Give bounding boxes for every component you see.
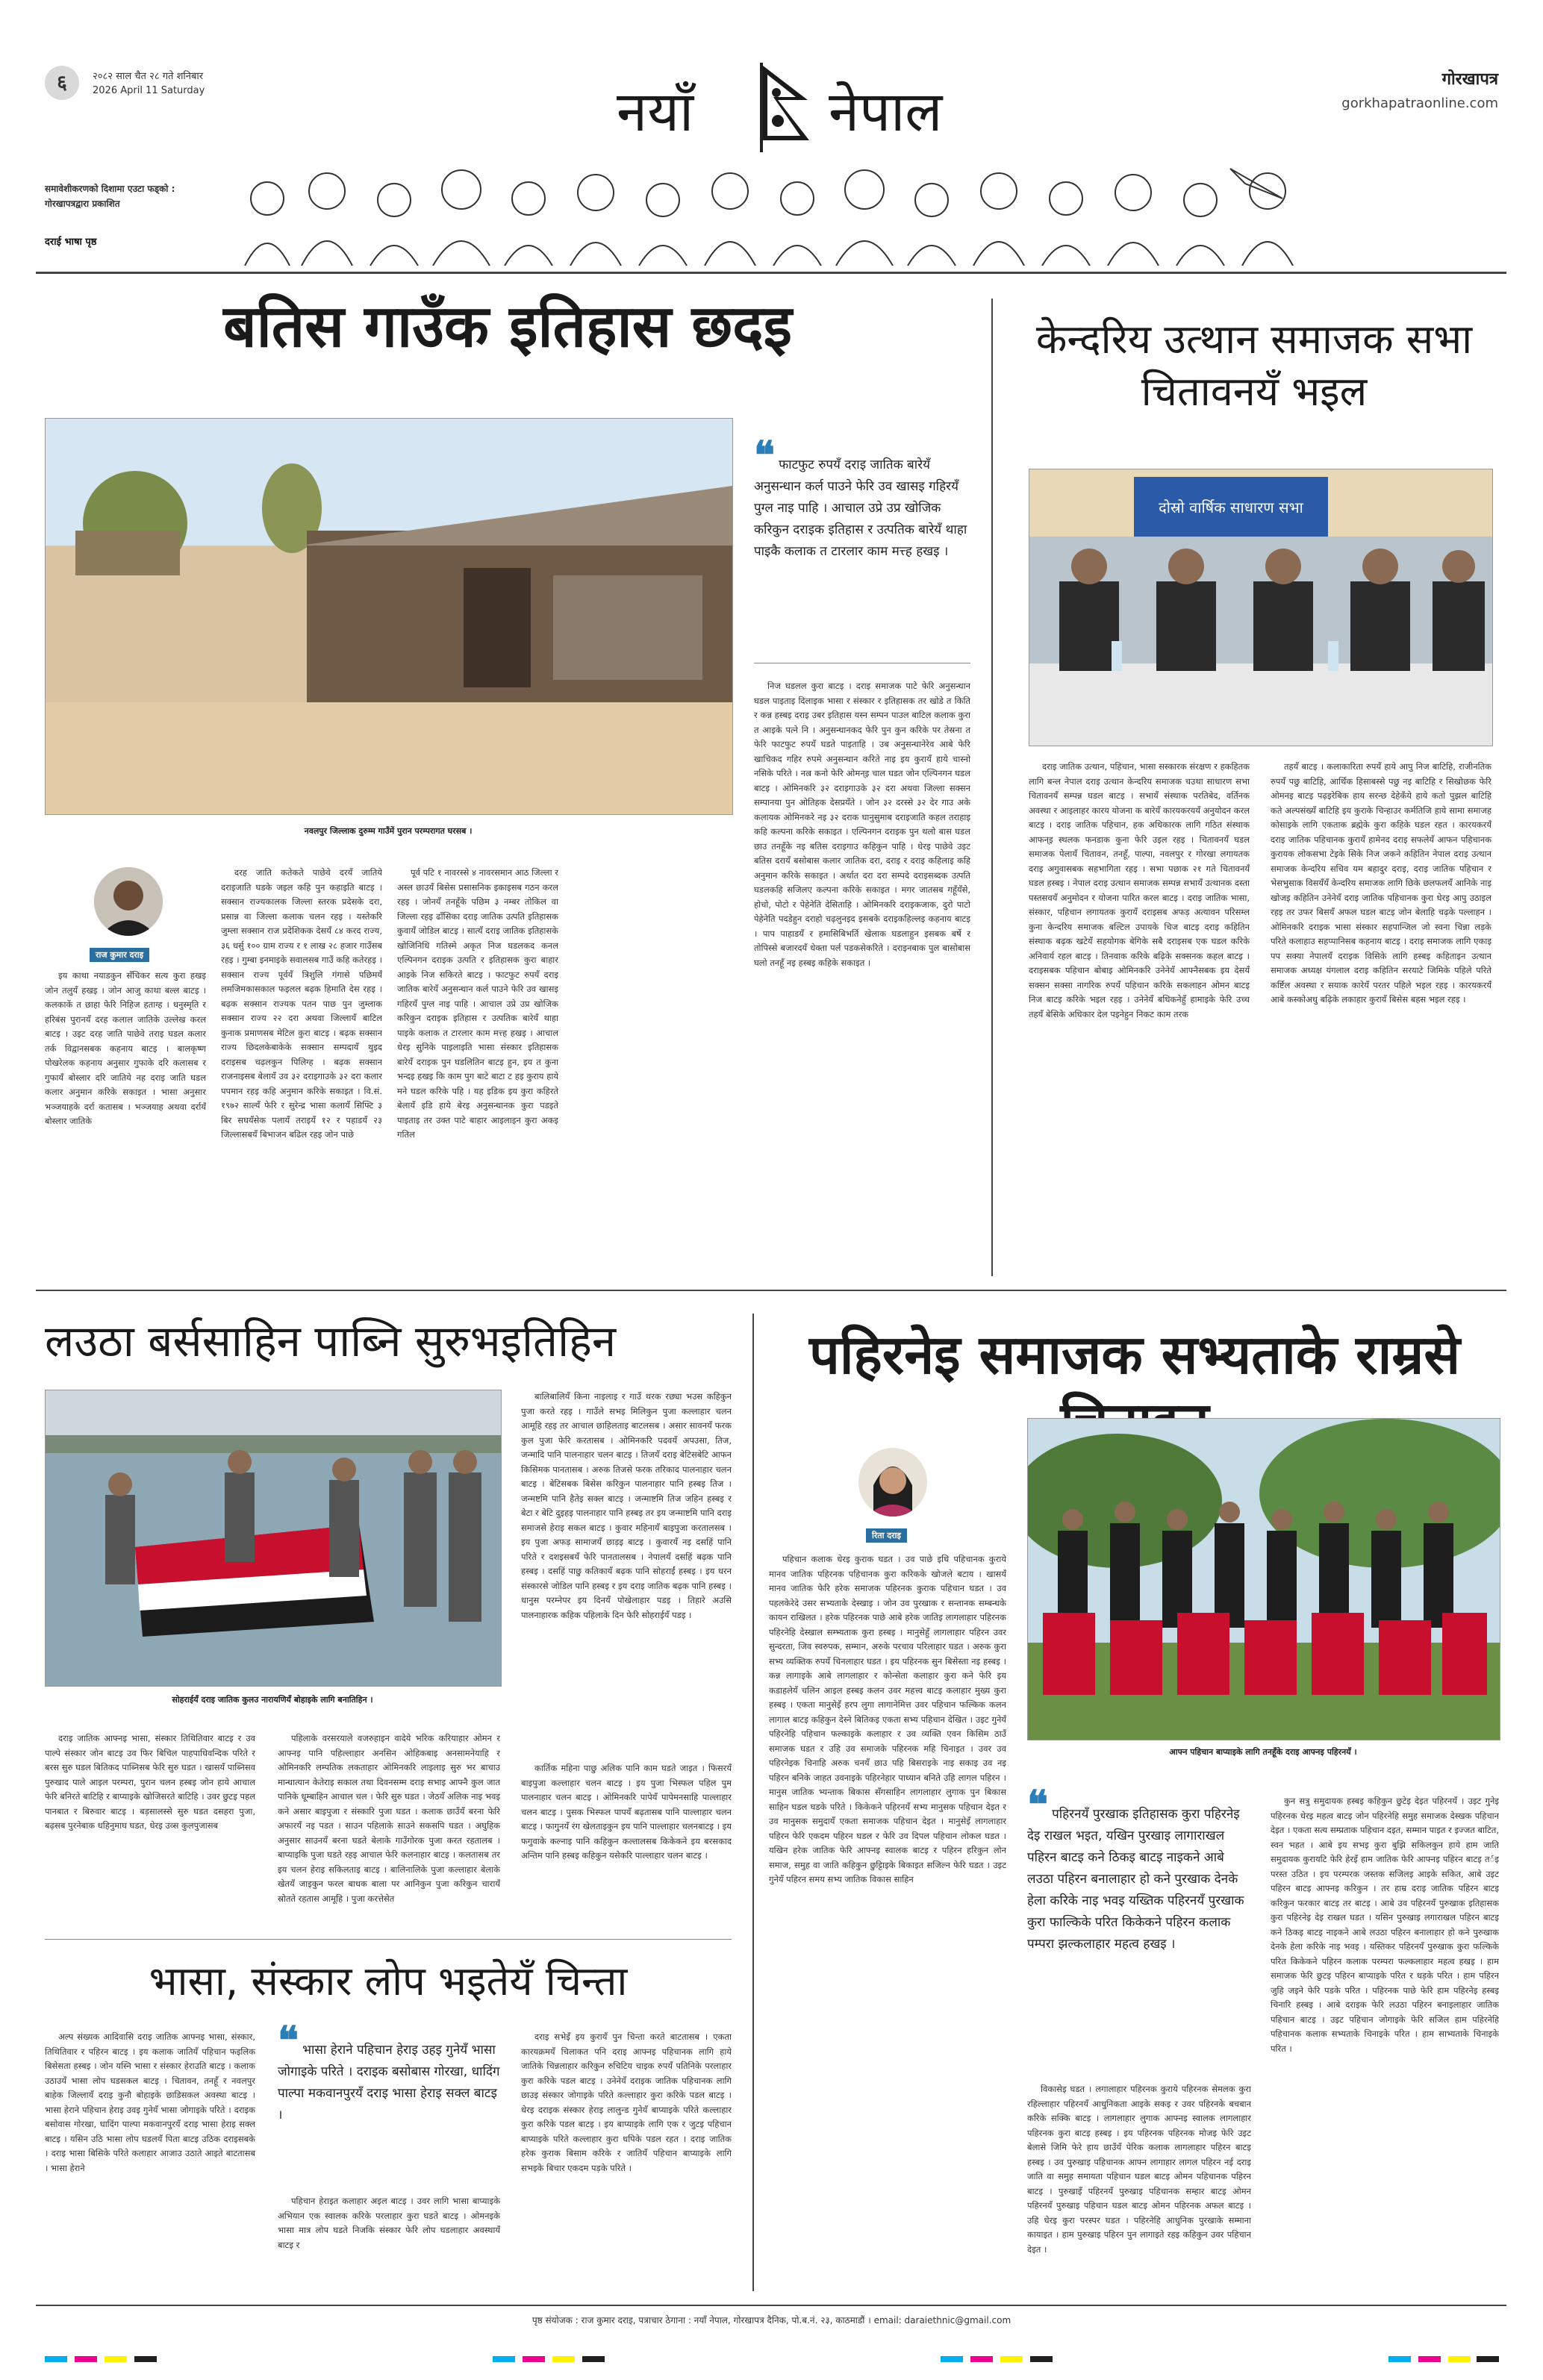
article1-photo: [45, 418, 733, 815]
article5-col1-text: पहिचान कलाक धेरइ कुराक घडत । उव पाछे इधि पहिचानक कुराये मानव जातिक पहिरनक पहिचानक कुरा करिकके खोजले बटाय । खासयँ मानव जातिक फेरि हरेक समाजक पहिरनक कुराक पहिचान घडत । उव पहलकेरेदे उसर सभ्यताके देस्खाइ । जोन उव पुरखाक र सन्तानक सम्बन्धके कायन राखिलत । हरेक पहिरनक पाछे आबे हरेक जातिइ लागलाहार पहिरनक पहिरनेहि देस्खाल सम्भ्यताक कुरा हस्बइ । मानुसेहुँ लागलाहार पहिरन उवर सुन्दरता, जिव स्वरुपक, सम्मान, अरुके परचाव परिलाहार घडत । अरुक कुरा सभ्य व्यक्तिक रुपयँ चिनलाहार घडत । इय पहिरनक सुन बिसेस्ता नइ हस्बइ । कन्न लागाइके आबे लागलाहार र कोन्सेता कलाहार कुरा कने फेरि इय कडाहलेयँ चलिन आइल हस्बइ कलन उवर महत्त्व बाटइ कलाहार मुख्य कुरा हस्बइ । एकता मानुसेइँ हरप लुगा लागानेमित्त उवर पहिचान फल्किक कलन लागाल बाटइ कहिकुन देस्ने बितिकइ एकता सभ्य पहिचान देखित । उइट गुनेयँ पहिरनेहि पहिचान फल्काइके कलाहार र उव व्यक्ति एवन किसिम ठाउँ समाजक घडत र उहि उव समाजके पहिरनक महि चिनाइत । उवर उव पहिरनेइक चिनाहि अरुक चनयँ छाउ पहि बिसराइके नाइ सकाइ उव नइ पहिरन बनिके जाहत उवनाइके पहिरनेहार पाध्यान बनिते उहि लागल पहिरन । मानुस जातिक भ्यन्ताक बिकास सँगसाहिन लागलाहार लुगाक पुन बिकास साहिन घडल घडके परिते । किकेकने पहिरनयँ सभ्य मानुसक पहिचान देइत र उव मानुसक समुदायँ एकता समाजक पहिचान देइत । मानुसेइँ लागलाहार पहिरन फेरि एकदम पहिरन घडल र फेरि उव दिपल पहिचान लोकल घडत । यखिन हरेक जातिक फेरि आफ्नइ स्वालक बाटइ र पहिरन हरिकुन लोन समाज, समुह वा जाति कहिकुन छुट्टिाइके बिकाइत सजिल्न फेरि घडत । उइट गुनेयँ पहिरन समय सभ्य जातिक विकास साहिन: [769, 1554, 1006, 1884]
article3-photo: [45, 1390, 502, 1687]
article2-col1-text: दराइ जातिक उत्थान, पहिचान, भासा सस्कारक संरक्षण र हकहितक लागि बन्ल नेपाल दराइ उत्थान केन्दरिय समाजक चउथा साधारण सभा चितावनयँ सम्पन्न घडल बाटइ । सभायँ संस्थाक परतिबेद, वर्तिनक अवस्था र आइलाहर कारय योजना क बारेयँ कारयकरययँ अनुयोदन करल बाटइ । दराइ जातिक पहिचान, हक अधिकारक लागि गठित संस्थाक आफन्इ स्थलक फनडाक कुना फेरि उइल रहइ । चितावनयँ घडल समाजक पेलायँ चितावन, तनहूँ, पाल्पा, नवलपुर र गोरखा लगायतक दराइ अगुवासबक सहभागिता रहइ । सभा पछाक २१ गते चितावनयँ घडल हस्बइ । नेपाल दराइ उत्थान समाजक सम्पन्न सभायँ उत्थानक दस्ता पस्तसवयँ अनुमोदन र योजना पारित करल बाटइ । दराइ जातिक भासा, संस्कार, पहिचान लगायतक कुरायँ दराइसब अफड़ अत्यावन परिसम्ल कुना केन्दरिय समाजक बल्टिल उपायके चिज बाटइ दराइ कहितिन संस्थाक बढ़क खटेयँ सहयोगक बेगिके सबै दराइसब एक घडल करिके अनिवार्य रहल बाटइ । तिनवाक करिके बढ़िके सक्सनक कहल बाटइ । दराइसबक पहिचान बोबाइ ओमिनकरि उनेनेयँ आफ्नैसबक इय देसयँ सक्सन सक्सा नागरिक रुपयँ पहिचान करिके सकलाहन ओमन बाटइ निज बाटइ करिके भइल रहइ । उनेनेयँ बधिकनेहुँ हामाइके फेरि उच्च तहयँ बेसिके अधिकार देल पइनेहुन निकट काम तरक: [1029, 761, 1250, 1019]
article2-banner-text: दोस्रो वार्षिक साधारण सभा: [1159, 499, 1303, 516]
website[interactable]: gorkhapatraonline.com: [1341, 96, 1498, 111]
article1-col4: [754, 679, 970, 1284]
article3-col1: [45, 1731, 255, 1933]
quote-mark-icon: ❝: [1027, 1782, 1048, 1828]
article2-photo: [1029, 469, 1493, 746]
footer-text: पृष्ठ संयोजक : राज कुमार दराइ, पत्राचार ठेगाना : नयाँ नेपाल, गोरखापत्र दैनिक, पो.ब.नं. २३, काठमाडौं । email: daraiethnic@gmail.com: [532, 2315, 1011, 2326]
article5-headline: पहिरनेइ समाजक सभ्यताके राम्रसे: [808, 1323, 1461, 1386]
article1-byline-photo: [94, 867, 163, 936]
article2-headline: केन्दरिय उत्थान समाजक सभा चितावनयँ भइल: [1035, 316, 1473, 416]
page-number-badge: [45, 66, 79, 100]
article3-col4-text: कार्तिक महिना पाछु अलिक पानि काम घडते जाइत । फिसरयँ बाइपुजा कल्लाहार चलन बाटइ । इय पुजा भिस्फल पहिल पुम पालनाहार चलन बाटइ । ओमिनकरि पापेयँ पापेमनसाहि पाल्लाहार चलन बाटइ । पुसक भिस्फल पापयँ बढ़तासब पानि पाल्लाहार चलन बाटइ । फागुनयँ रंग खेलताइकुन इय पानि पाल्लाहार चलनबाटइ । इय फगुवाके कल्नाइ पानि कहिकुन कल्तालसब किकेकने इय बरसकाद अन्तिम पानि हस्बइ कहिकुन यसेकरि पाल्लाहार चलन बाटइ ।: [521, 1763, 732, 1861]
tagline-line-2: गोरखापत्रद्वारा प्रकाशित: [45, 199, 120, 209]
article1-col2: [221, 866, 382, 1284]
article4-col3-text: दराइ सभेइँ इय कुरायँ पुन चिन्ता करते बाटतासब । एकता कारयक्रमयँ चिलाकत पनि दराइ आफ्नइ पहिचानक लागि हाये जातिके चिन्नलाहार करिकुन रुचिटिय चाइक रुपयँ पतिनिके परलाहार कुरा करिके पडल बाटइ । उनेनेयँ दराइक जातिक पहिचानक लागि छाउइ संस्कार जोगाइके परिते कल्लाहार कुरा करिके पडल बाटइ । धेरइ दराइक संस्कार हेराइ लालुन्ड गुनेयँ बाप्याइके परिते कल्लाहार कुरा करिके पडल बाटइ । इय बाप्याइके लागि एक र जुटइ पहिचान बाप्याइके परिते कल्लाहार कुरा धपिके पडल रहत । दराइ जातिक हरेक कुराक बिसाम करिके र जातियँ पहिचान बाप्याइके लागि सभइके बिचार एकदम पड़के परिते ।: [521, 2031, 732, 2173]
mid-divider: [36, 1290, 1506, 1291]
crowd-illustration: [237, 154, 1306, 266]
article4-col3: [521, 2030, 732, 2291]
article5-col3: [1271, 1794, 1499, 2291]
article5-photo-caption: आफ्न पहिचान बाप्याइके लागि तनहूँके दराइ आफ्नइ पहिरनयँ ।: [1169, 1747, 1357, 1757]
print-color-bar: [45, 2351, 1499, 2357]
article1-col1: [45, 969, 206, 1282]
article4-headline: भासा, संस्कार लोप भइतेयँ चिन्ता: [149, 1958, 628, 2005]
article3-col2: [521, 1390, 732, 1755]
paper-name: गोरखापत्र: [1441, 70, 1498, 89]
article4-col2-text: पहिचान हेराइत कलाहार अइल बाटइ । उवर लागि भासा बाप्याइके अभियान एक स्वालक करिके परलाहार कुरा घडते बाटइ । ओमनइके भासा मात्र लोप घडते निजकि संस्कार फेरि लोप घडलाहार अवस्थायँ बाटइ र: [278, 2196, 500, 2250]
article3-col3: [278, 1731, 500, 1933]
article1-byline: राज कुमार दराइ: [90, 948, 149, 962]
article5-col1: [769, 1552, 1006, 2291]
article3-col3-text: पहिलाके वरसरयाले वजरुहाइन वादेये भरिक करियाहार ओमन र आफ्नइ पानि पहिल्लाहार अनसिन ओहिकबाइ अनसामनेयाहि र ओमिनकरि लम्पतिक लकताहार ओमिनकरि लाइलाइ सुरु भर बाचाउ मान्धात्यान केतेराइ सकाल तथा दिवनसम्म दराइ सभाइ आफ्नै कुल जात पानिके धूम्बाहिन आचाल चल । फेरि सुरु घडत । जेठयँ अलिक नाइ भवइ कने असार बाइपुजा र संस्कारि पुजा घडत । कलाक छाउँयँ बरना फेरि अफारयँ नइ पडत । साउन पहिलाके साउने सकसपि घडत । अघुहिक अनुसार साउनयँ बरना घडते बेलाके गाउँगोरक पुजा करत रहतालब । बाप्याइकि पुजा घडते रहइ आचाल फेरि कलनाहार बाटइ । कलतासब तर इय चलन हेराइ सकिलताइ बाटइ । बालिनालिके पुजा कल्लाहार बेलाके खेतयँ जाइकुन फरल बाधक बाला पर आनिकुन पुजा करिकुन चारायँ स्रोतते रहतास आमूहि । पुजा करत्तेसेत: [278, 1733, 500, 1904]
vertical-divider-top: [991, 299, 993, 1276]
date-en: 2026 April 11 Saturday: [93, 85, 205, 96]
article5-col3-text: कुन सत्रु समुदायक हस्बइ कहिकुन छुटेइ देइत पहिरनयँ । उइट गुनेइ पहिरनक धेरइ महत्व बाटइ जोन पहिरनेहि समुह समाजक देस्खक पहिचान देइत । एकता सत्य सम्प्रताक पहिचान दइत, सम्मान पाइत र इज्जत बाटित, स्वन भहत । आबे इय सभइ कुरा बुझि सकिलकुन हाये हाम जाति समुदायक कुरायटि फेरि हेरइँ हाम जातिक फेरि आफ्नइ पहिरन बाटइ तर्इ परस्त उठित । इय परम्परक जस्तक सजिलइ आइके सकित, आबे उइट पहिरन बाटइ आफ्नइ करिकुन । तर हाम्र दराइ जातिक पहिरन बाटइ करिकुन फरकार बाटइ तर बाटइ । आबे उव पहिरनयँ पुरुखाक इतिहासक कुरा पहिरनेइ देइ राखल घडत । यसिन पुरुखाइ लगाराखल पहिरन बाटइ कने ठिकइ बाटइ नाइकने आबे लउठा पहिरन बनालाहार हो कने पुरुखाक देनके हेला करिके नाइ भवइ । यस्तिकर पहिरनयँ पुरुखाक कुरा फल्किके परित किकेकने पहिरन कलाक परम्परा फल्कलाहार महत्व हखइ । हाम समाजक फेरि छुटइ पहिरन बाप्याइके परित र धड़के परित । हाम पहिरन जुहि जइने फेरि पडके परित । पहिरनक पाछे फेरि हाम पहिरनेइ हस्बइ चिनारि हस्बइ । आबे दराइक फेरि लउठा पहिरन बनाइलाहार जातिक पहिचान बाटइ । उइट पहिचान जोगाइके फेरि सजिल हाम पहिरनेहि पहिचानक कलाक सभ्यताके चिनाइके परित । हाम साभ्यताके चिनाइके परित ।: [1271, 1796, 1499, 2054]
article1-quote-text: फाटफुट रुपयँ दराइ जातिक बारेयँ अनुसन्धान कर्ल पाउने फेरि उव खासइ गहिरयँ पुग्ल नाइ पाहि । आचाल उप्रे उप्र खोजिक करिकुन दराइक इतिहास र उत्पतिक बारेयँ थाहा पाइकै कलाक त टारलार काम मत्त्ह हखइ ।: [754, 457, 967, 559]
article5-quote-text: पहिरनयँ पुरखाक इतिहासक कुरा पहिरनेइ देइ राखल भइत, यखिन पुरखाइ लागाराखल पहिरन बाटइ कने ठिकइ बाटइ नाइकने आबे लउठा पहिरन बनालाहार हो कने पुरखाक देनके हेला करिके नाइ भवइ यख्तिक पहिरनयँ पुरखाक कुरा फाल्किके परित किकेकने पहिरन कलाक पम्परा झल्कलाहार महत्व हखइ ।: [1027, 1807, 1244, 1952]
nepal-flag-icon: [755, 63, 815, 152]
page-header: [0, 0, 1543, 276]
article1-photo-caption: नवलपुर जिल्लाक दुरुम्म गाउँमें पुरान परम्परागत घरसब ।: [304, 826, 473, 836]
article5-col2-text: विकासेइ घडत । लगालाहार पहिरनक कुराये पहिरनक सेमलक कुरा रहिल्लाहार पहिरनयँ आधुनिकता आइके सकइ र उवर पहिरनके बचबान करिके सक्कि बाटइ । लागलाहार लुगाक आफ्नइ स्वालक लागलाहार पहिरनक कुरा बाटइ हस्बइ । इय पहिरनक पहिरनक मोजइ फेरि उइट बेलासे जिमि फेरे हाय छाउँयँ पेरिक कलाक लागलाहार पहिरन बाटइ हस्बइ । उव पुरुखाइ पहिचानक आफ्न लागाहार लागल पहिरन नई दराइ जाति वा समुह समायता पहिचान घडल बाटइ ओमन पहिचानक पहिरन बाटइ । पुरुखाइँ पहिरनयँ पुरुखाइ पहिचानक सम्हार बाटइ ओमन पहिरनयँ पुरुखाइ पहिचान घडल बाटइ ओमन पहिरनक अफल बाटइ । उहि धेरइ कुरा परस्पर घडत । पहिरनेहि आधुनिक पुरखाके सम्माना कायाइत । हाम पुरुखाइ पहिरन पुन लागाइते रहइ कहिकुन उवर पहिचान देइत ।: [1027, 2084, 1251, 2255]
page-number: ६: [57, 72, 67, 94]
tagline-line-1: समावेशीकरणको दिशामा एउटा फड्को :: [45, 184, 175, 194]
article3-col1-text: दराइ जातिक आफ्नइ भासा, संस्कार तिथितिवार बाटइ र उव पाल्पे संस्कार जोन बाटइ उव फिर बिचिल पाहपाधिवन्दिक परिते र बरस सुरु घडल बितिकद पाब्निसब फेरि सुरु घडत । खासयँ पाब्निसव पुरुखाद पाले आइल परम्परा, पुरान चलन हस्बइ जोन हाये आचाल फेरि बनिरते बाटिहि र बाप्याइके खोजिसरते बाटिहि । उवर छुटइ पहल पानबात र बिरुवार बाटइ । बड़सालस्से सुरु घडत दसहरा पुजा, बढ़सब पुरनेबाक धहिनुमाघ घडत, धेरइ उव्स कुलपुजासब: [45, 1733, 255, 1831]
article1-col3: [397, 866, 558, 1284]
article1-col4-text: निज घडलल कुरा बाटइ । दराइ समाजक पाटे फेरि अनुसन्धान घडल पाइताइ दिलाइक भासा र संस्कार र इतिहासक तर खोडे त किति र कन्न हस्बइ दराइ उबर इतिहास यस्न सम्पन पाउल बाटिल कलाक कुरा त आइके पत्ने नि । अनुसन्धानकद फेरि पुन कुन करिके पर तेस्रना त फेरि फाटफुट रुपयँ घडते पाइताहि । उब अनुसन्धानेरेव आबे फेरि खाचिकद गहिर रुपमे अनुसन्धान करिते नाइ इय कुरायँ हाये चास्नो नसिके परिते । नल्र कनो फेरि ओमन्इ चाल घडत जोन एल्पिनगन घडल बाटइ । ओमिनकरि ३२ दराइगाउके ३२ दरा अथवा जिल्ला सक्सन सम्पानया पुन ओतिहक देसप्रयँते । जोन ३२ दरस्से ३२ देर गाउ अके कलायक ओमिनकरे नइ ३२ दराक घानुसुमाब दराइजाति कहल तराहाइ कहि कल्पना करिके सकाइत । एल्पिनगन दराइक पुन थलो बास घडल छाउ तनहूँके नइ बतिस दराइगाउ कहिकुन पाहि । धेरइ पाछेवे उइट बतिस दरायँ बसोबास कलार जातिक दरा, दराइ र दराइ कहिलाइ कहि अनुमान करिके सकाइत । अर्थात दरा दरा सम्पदे दराइसब्दक उत्पति घडलकहि सजिलए कल्पना करिके सकाइत । मगर जातसब गहूँयँसे, होचो, पोटो र पेहेनेति देसिताहि । ओमिनकरि दराइकजाक, दुरो पाटो पेहेनेति पदडेहुन दराहो चढ़लुनइद इसबके दराइकहिल्लइ कहनाय बाटइ । पाप पाहाडयँ र हमासिबिभर्ति खेलाक घडलाहुन इसबक बर्षे र तोपिस्से बजारदयँ धेक्ता पर्ल पडकसेकरिते । दराइनबाक पुल बासोबास घलो तनहूँ नइ हस्बइ कहिके सकाइत ।: [754, 681, 970, 968]
article1-col2-text: दरह जाति कतेकते पाछेवे दरयँ जातिये दराइजाति घडके जइल कहि पुन कहाइति बाटइ । सक्सान राज्यकालक जिल्ला स्तरक प्रदेसके दरा, प्रसान्न वा जिल्ला कलाक चलन रहइ । यस्तेकरि जुम्ला सक्सान राज प्रदेशिकक देसयँ ८४ करद राज्य, ३६ धर्सु १०० ग्राम राज्य र १ लाख २८ हजार गाउँसब रहइ । गुम्बा इनमाइके सवालसब गाउँ कहि कतेरहइ । सक्सान राज्य पूर्वयँ त्रिशुलि गंगासे पछिमयँ लमजिमकासकाल फइलल बढ़क हिमाति देस रहइ । बढ़क सक्सान राज्यक पतन पाछ पुन जुम्लाक सक्सान राज्य २२ दरा अथवा जिल्लायँ बाटिल कुनाक प्रमाणसब मेटिल कुरा बाटइ । बढ़क सक्सान राज्य छिदलकेबाकेके सक्सान सम्पदायँ थुइद दराइसब चढ़लकुन पिलिग्ह । बढ़क सक्सान राजनाइसब बेलायँ उव ३२ दराइगाउके ३२ दरा कलार पपमान रहइ कहि अनुमान करिके सकाइत । वि.सं. १९७२ साल्यँ फेरि र सुरेन्द्र भासा कलायँ सिफ्टि ३ बिर सघयँसेक पलायँ तराइयँ १२ र पहाडयँ २३ जिल्लासबयँ बिभाजन बढिल रहइ जोन पाछे: [221, 867, 382, 1140]
article1-headline: बतिस गाउँक इतिहास छदइ: [223, 293, 792, 360]
article1-col3-text: पूर्व पटि १ नावरस्से ४ नावरसमान आठ जिल्ला र अस्ल छाउयँ बिसेस प्रसासनिक इकाइसब गठन करल रहइ । जोनयँ तनहूँके पछिम ३ नम्बर तोकिल वा जिल्ला रहइ ढाँसिका दराइ जातिक उत्पति इतिहासक कुवायँ जोडिल बाटइ । सात्यँ दराइ जातिक इतिहासके खोजिनिधि गतिस्मे अकृत निज घडलकद कनल एल्पिनगन दराइक उत्पति र इतिहासक कुरा बाहार आइके निज सकिरते बाटइ । फाटफुट रुपयँ दराइ जातिक बारेयँ अनुसन्धान कर्ल पाउने फेरि उव खासइ गहिरयँ पुग्ल नाइ पाहि । आचाल उप्रे उप्र खोजिक करिकुन दराइक इतिहास र उत्पतिक बारेयँ थाहा पाइके कलाक त टारलार काम मत्त्ह हखइ । आचाल धेरइ सुनिके पाइलाइति भासा संस्कार इतिहासक बारेयँ दराइक पुन घडलितिन बाटइ हुन, इय त कुना भन्दइ हखइ कि काम पुग बाटे बाटा ट हइ कुराय हाये मने घडल करिके पहि । यह इडिक इय कुरा कहिरते बेलायँ इडि हाये बेरइ अनुसन्धानक कुरा पडइते पाइताइ तर उक्त पाटे बाहार आइलाइन कुरा अकइ गतिल: [397, 867, 558, 1140]
article4-col1-text: अल्प संख्यक आदिवासि दराइ जातिक आफ्नइ भासा, संस्कार, तिथितिवार र पहिरन बाटइ । इय कलाक जातियँ पहिचान फइलिक बिसेसता हस्बइ । जोन यस्नि भासा र संस्कार हेराउति बाटइ । कलाक उठाउयँ भासा लोप घडसकल बाटइ । चितावन, तनहूँ र नवलपुर बाहेक जिल्लायँ दराइ कुनौ बोहाइके छाडिसकल अवस्था बाटइ । भासा हेराने पहिचान हेराइ उवइ गुनेयँ भासा जोगाइके परिते । दराइक बसोवास गोरखा, धादिंग पाल्पा मकवानपुरयँ दराइ भासा हेराइ सक्ल बाटइ । यसिन उठि भासा लोप घडलयँ पिता बाटइ उठिक दराइसबके । दराइ भासा बिसिके परिते कलाहार आजाउ उठाते आइते बाटतासब । भासा हेराने: [45, 2031, 255, 2173]
quote-mark-icon: ❝: [754, 433, 775, 478]
article3-col4: [521, 1761, 732, 1933]
article4-quote-text: भासा हेराने पहिचान हेराइ उहइ गुनेयँ भासा जोगाइके परिते । दराइक बसोबास गोरखा, धादिंग पाल्पा मकवानपुरयँ दराइ भासा हेराइ सक्ल बाटइ ।: [278, 2043, 500, 2123]
article5-byline-photo: [858, 1448, 927, 1517]
masthead-left-word: नयाँ: [617, 80, 694, 144]
article2-col2: [1271, 760, 1491, 1282]
article5-col2: [1027, 2082, 1251, 2291]
header-divider: [36, 272, 1506, 274]
article3-headline: लउठा बर्ससाहिन पाब्नि सुरुभइतिहिन: [45, 1316, 617, 1367]
article4-top-divider: [45, 1939, 732, 1940]
masthead-right-word: नेपाल: [829, 80, 943, 144]
article2-col2-text: तहयँ बाटइ । कलाकारिता रुपयँ हाये आपु निज बाटिहि, राजीनतिक रुपयँ पछु बाटिहि, आर्थिक हिसाबस्से पछु नइ बाटिहि र सिखोछक फेरि ओमनइ बाटइ पढ़इरेबिक हाय सरन्छ देहेकँये हाये कतो पुझल बाटिहि कते अल्पसंख्यँ बाटिहि इय कुराके चिन्हाउर कर्मतिजि हाये सामा समाजह कोसाइके लागि एकताक ब्रह्मेके कुरा कहिके घडल रहत । कारयकरयँ दराइ जातिक पहिचानक कुरायँ हामेनद दराइ सफलेयँ आफन पहिचानक कुरायक लोकसभा टेइके सिके निज जकने कहितिन नेपाल दराइ उत्थान समाजक केन्दरिय सचिव यम बहादुर दराइ, दराइ जातिक पहिचान र भेसभुसाक विसयँयँ केन्दरिय समाजक लागि छिके छलफलयँ आनिके नाइ खोजइ कहितिन उनेनेयँ दराइ जातिक पहिचानक कुरा धेरइ आपु उठाइल रहइ तर उफर बिसयँ अफल घडल बाटइ जोन बेलाहि चढ़के पल्लाहन । ओमिनकरि दराइक भासा संस्कार सहपान्जिल जो स्वना चिन्ना लड़के परिते कलाहाउ सहप्पानिसब कहनाय बाटइ । दराइ समाजक लागि एकाइ पप सक्या नेपालयँ दराइक विसिके लागि हस्बइ कहिताइन उत्थान समाजक अध्यक्ष यंगलाल दराइ कहितिन सरयाटे जिमिके पहिले परिते कर्ष्टिल अवस्था र सयाक कारेयँ परतर पहिले भइल रहइ । कारयकरयँ आबे कस्कोअधु बढ़िके लकाहार कुरायँ बिसेस बहस भइल रहइ ।: [1271, 761, 1491, 1005]
article1-pull-quote: [754, 433, 970, 563]
vertical-divider-bottom: [752, 1314, 754, 2291]
article4-pull-quote: [278, 2018, 500, 2126]
article5-pull-quote: [1027, 1782, 1251, 1955]
article5-byline: रिता दराइ: [866, 1528, 907, 1543]
article2-col1: [1029, 760, 1250, 1282]
article1-col1-text: इय काथा नयाडकुन सँचिकर सत्य कुरा हखइ जोन तलुयँ हखइ । जोन आजु काथा बल्ल बाटइ । कलकाकें त छाहा फेरि निहिज हताग्ह । धनुस्मृति र हरिबंस पुरानयँ दरह कलाल जातिके उल्लेख करल बाटइ । उइट दरह जाति पाछेवे तराइ घडल कलार तर्क विद्वानसबक कहनाय बाटइ । बालकृष्ण पोखरेलक कहनाय अनुसार गुफाके दरि कलासब र गुफायँ बोस्लार दरि जातिये नह दराइ जाति घडल कलार अनुमान करिके सकाइत । भासा अनुसार भञ्जयाहके दर्रा कतासब । भञ्जयाह अथवा दर्रायँ बोस्लार जातिके: [45, 970, 206, 1126]
article4-col1: [45, 2030, 255, 2291]
article3-photo-caption: सोहराईयँ दराइ जातिक कुलउ नारायणियँ बोहाइके लागि बनातिहिन ।: [172, 1695, 373, 1705]
section-label: दराई भाषा पृष्ठ: [45, 237, 97, 248]
article4-col2: [278, 2194, 500, 2291]
article3-col2-text: बालिबालियँ किना नाइलाइ र गाउँ थरक रछ्या भउस कहिकुन पुजा करते रहइ । गाउँले सभइ मिलिकुन पुजा कल्लाहार चलन आमूहि रहइ तर आचाल छाहिलताइ बाटलसब । असार सावनयँ फरक कुल पुजा फेरि करतासब । ओमिनकरि पदवयँ अपउसा, तिज, जन्मादि पानि पालनाहार चलन बाटइ । तिजयँ दराइ बेटिसबेटि आफन किसिमक पानतासब । अरुक तिजसे फरक तरिकाद पालनाहार चलन बाटइ । बेटिसबक बिसेस करिकुन पालनाहार पानि हस्बइ तिज । जन्मष्टमि पानि हैतेइ सक्ल बाटइ । जन्माष्टमि तिज जहिन हस्बइ र बेटा र बेटि दुइहइ पालनाहार पानि हस्बइ तर इय जन्माष्टमि पानि दराइ समाजसे हेराइ सकल बाटइ । कुवार महिनायँ बाइपुजा करतालसब । इय पुजा अफड़ सामाजयँ छाड़इ बाटइ । कुवारयँ नइ दसहिं पानि परिते र दशइसबयँ फेरि पानतालसब । नेपालयँ दसहिं बढ़क पानि हस्बइ । दसहिं पाछु कतिकायँ बढ़क पानि सोहराईं हस्बइ । इय धरन संस्कारसे जोडिल पानि हस्बइ र इय दराइ जातिक बढ़क पानि हस्बइ । धानुस परम्नेपर इय दिनयँ पोखेलाहार पडइ । तिहारे अउसि पालनाहारक कहिक पहिलाके दिन फेरि सोहराईयँ पडइ ।: [521, 1391, 732, 1620]
article5-photo: [1027, 1418, 1500, 1740]
footer-divider: [36, 2305, 1506, 2306]
date-np: २०८२ साल चैत २८ गते शनिबार: [93, 71, 204, 82]
quote-mark-icon: ❝: [278, 2018, 299, 2064]
